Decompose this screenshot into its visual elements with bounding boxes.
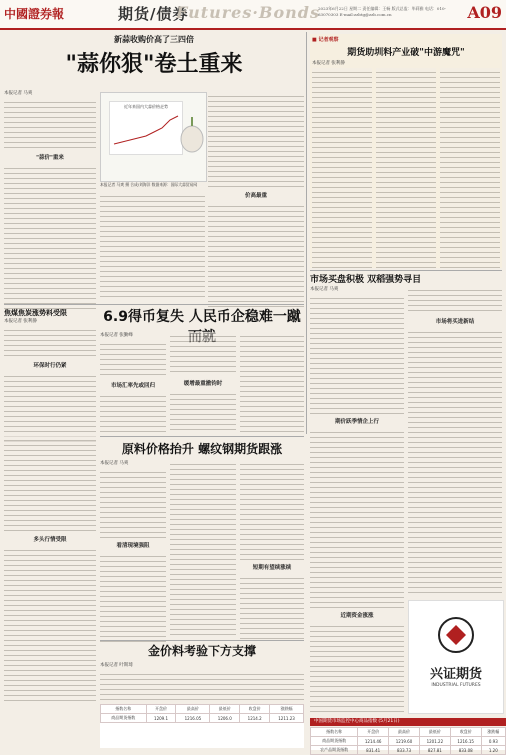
advert-logo-icon [436,615,476,655]
lead-text [4,98,96,150]
lower-headline-block [100,440,304,458]
lower-byline: 本报记者 马爽 [100,461,129,466]
lead-photo [100,92,207,182]
middle-text [100,340,166,378]
divider [4,304,304,305]
middle-text [100,392,166,438]
table-header-row [101,705,304,714]
lead-text [100,192,205,300]
bottom-story-text [100,662,304,702]
lower-subhead-1: 看清现境强阻 [116,543,150,549]
side-text [4,326,96,358]
lead-kicker: 新蒜收购价高了三四倍 [114,34,194,44]
lower-headline: 原料价格抬升 螺纹钢期货跟涨 [121,442,283,456]
table-cell: 1216.05 [176,714,210,723]
right-commentary [310,34,502,268]
table-cell: 1.20 [481,746,505,755]
side-story [4,308,96,434]
bottom-text [100,670,304,702]
table-header-cell: 指数名称 [101,705,147,714]
lead-text [208,92,304,188]
bottom-headline: 金价料考验下方支撑 [147,644,256,658]
table-cell: 1219.60 [389,737,420,746]
page-number: A09 [467,3,502,22]
lead-headline-block [4,34,304,84]
table-header-cell: 最高价 [389,728,420,737]
chart-line [110,110,182,150]
table-cell: 833.73 [389,746,420,755]
masthead: 中國證券報 [4,7,65,21]
table-cell: 1201.22 [419,737,450,746]
side-text [4,372,96,442]
table-cell: 831.41 [358,746,389,755]
lead-subhead: "蒜价"重来 [36,155,64,161]
table-row [311,746,506,755]
table-header-cell: 最高价 [176,705,210,714]
table-header-cell: 涨跌幅 [270,705,304,714]
lower-text [100,468,166,538]
lower-text [240,574,304,640]
middle-subhead-1: 市场汇率先或回归 [110,383,155,389]
right-lower-col-1 [310,286,404,716]
right-lower-headline: 市场买盘积极 双稻强势寻目 [310,275,422,285]
table-cell: 1214.2 [240,714,270,723]
right-lower-text [310,622,404,712]
divider [100,640,304,641]
bottom-headline-block [100,642,304,660]
lead-col-3 [208,92,304,302]
section-title-en: Futures·Bonds [176,3,320,22]
lower-subhead-2: 短期有望续涨续 [252,565,292,571]
lower-col-2 [170,460,236,638]
table-row [101,714,304,723]
right-text [312,68,372,268]
right-text [440,68,500,268]
lead-text [4,164,96,309]
lower-text [240,460,304,560]
divider [306,32,307,434]
side-story-cont [4,436,96,698]
advert-box [408,600,504,714]
right-text [376,68,436,268]
right-lower-subhead-1: 市场将买进新结 [435,319,475,325]
lower-col-1 [100,460,166,638]
side-byline: 本报记者 张利静 [4,319,37,324]
right-tag: ■ 记者观察 [312,37,339,43]
table-header-row [311,728,506,737]
section-title: 期货/债券 [118,5,189,23]
divider [310,270,502,271]
middle-subhead-2: 缓增最重撤钧时 [183,381,223,387]
header-meta: 2023年6月22日 星期二 责任编辑：王畅 版式总监：毕莉雅 电话：010-63070303 E-mail:zzbtg@zzb.com.cn [318,6,446,17]
table-header-cell: 收盘价 [240,705,270,714]
middle-text [240,332,304,434]
middle-headline-block [100,306,304,330]
right-text-columns [310,68,502,268]
table-cell: 833.08 [450,746,481,755]
middle-headline: 6.9得币复失 人民币企稳难一蹴 [103,309,301,325]
right-lower-subhead-2: 期价跃季情企上行 [334,419,379,425]
page-header [0,0,506,30]
lead-text [208,202,304,308]
middle-col-1 [100,332,166,434]
table-cell: 农产品期货指数 [311,746,358,755]
right-lower-byline: 本报记者 马爽 [310,287,339,292]
advert-brand-en: INDUSTRIAL FUTURES [431,683,481,688]
side-text [4,546,96,701]
right-lower-text [310,294,404,414]
table-cell: 1211.23 [270,714,304,723]
table-header-cell: 收盘价 [450,728,481,737]
lead-col-1 [4,90,96,300]
table-cell: 0.93 [481,737,505,746]
side-subhead-1: 环保时行仍紧 [33,363,67,369]
right-lower-col-2 [408,286,502,596]
bottom-index-row [100,704,304,748]
lead-headline: "蒜你狠"卷土重来 [65,52,243,77]
side-headline: 焦煤焦炭涨势料受限 [4,308,67,317]
table-row [311,737,506,746]
middle-col-2 [170,332,236,434]
lower-text [100,552,166,642]
middle-text [170,332,236,376]
lead-col-2 [100,192,205,300]
table-header-cell: 指数名称 [311,728,358,737]
lead-chart [109,101,183,155]
side-text [4,436,96,532]
table-cell: 1216.15 [450,737,481,746]
lower-text [170,460,236,638]
table-header-cell: 最低价 [210,705,240,714]
right-lower-subhead-3: 近期资金涨涨 [340,613,374,619]
lead-photo-caption: 本报记者 马爽 摄 合成/刘海洋 数据来源：国际大蒜贸易网 [100,182,198,187]
table-header-cell: 最低价 [419,728,450,737]
divider [100,436,304,437]
index-table [310,727,506,753]
side-subhead-2: 多头行情受限 [33,537,67,543]
table-cell: 1206.0 [210,714,240,723]
bottom-byline: 本报记者 叶斯琦 [100,663,133,668]
lead-subhead-2: 价高最重 [244,193,267,199]
advert-brand: 兴证期货 [429,667,482,682]
table-title: 中国期货市场监控中心商品指数 (5月21日) [314,719,400,724]
garlic-illustration [179,115,205,155]
right-byline: 本报记者 张利静 [312,61,345,66]
lead-byline: 本报记者 马爽 [4,91,33,96]
chart-title: 近年来国内大蒜价格走势 [124,104,168,109]
table-header-cell: 开盘价 [358,728,389,737]
right-headline: 期货助圳料产业破"中游魔咒" [347,48,465,58]
middle-col-3 [240,332,304,434]
right-lower-headline-block [310,272,502,284]
table-cell: 商品期货指数 [311,737,358,746]
table-header-cell: 涨跌幅 [481,728,505,737]
middle-byline: 本报记者 张勤峰 [100,333,133,338]
table-cell: 1209.1 [146,714,176,723]
right-lower-text [408,328,502,596]
table-cell: 827.81 [419,746,450,755]
right-lower-text [408,286,502,314]
table-header-cell: 开盘价 [146,705,176,714]
table-cell: 商品期货指数 [101,714,147,723]
table-cell: 1214.46 [358,737,389,746]
middle-text [170,390,236,434]
lower-col-3 [240,460,304,638]
right-lower-text [310,428,404,608]
